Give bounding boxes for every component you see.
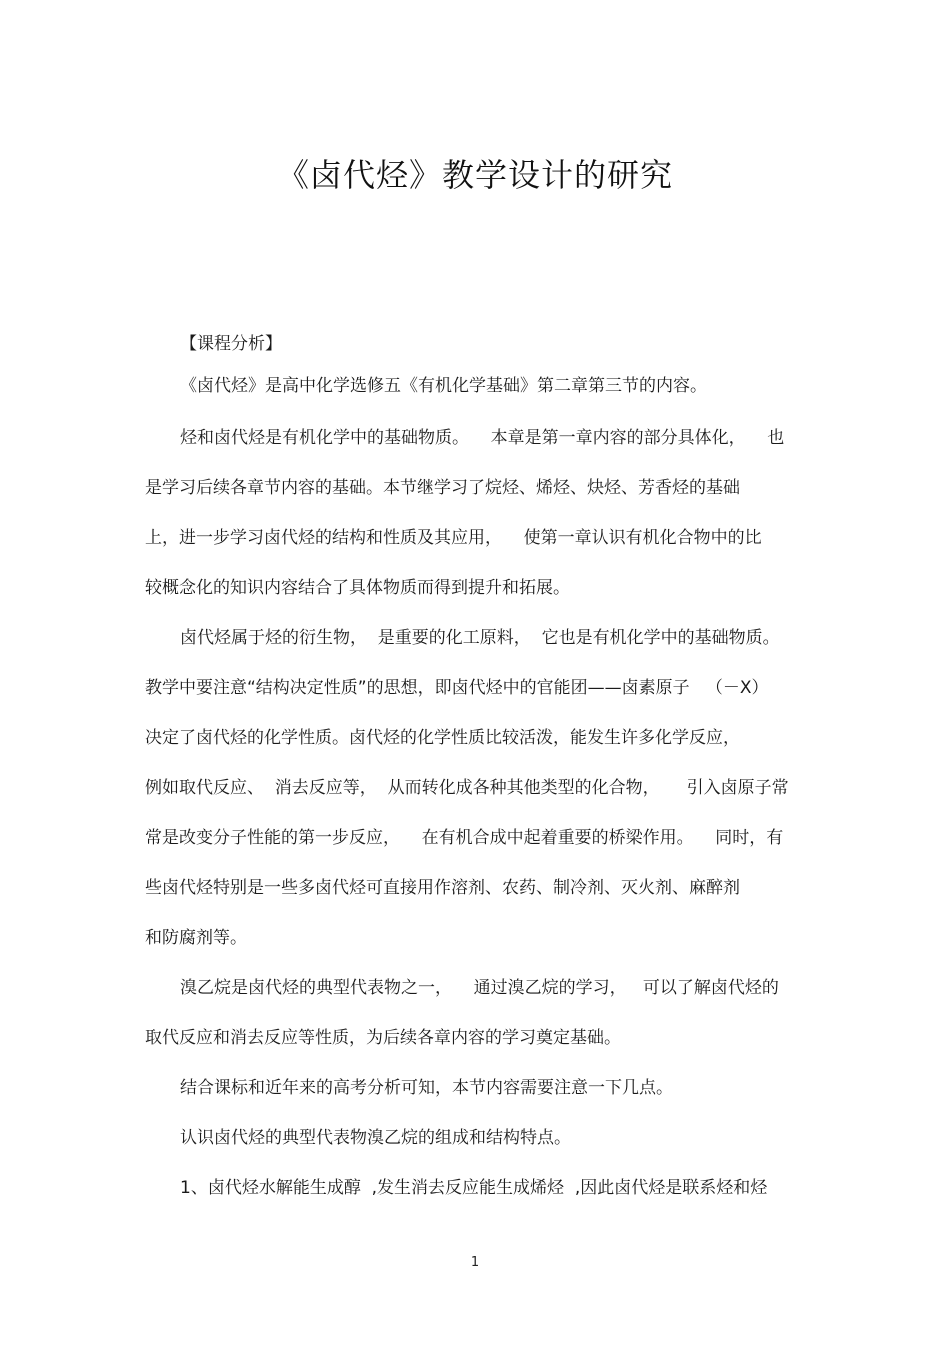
paragraph-line: 卤代烃属于烃的衍生物， 是重要的化工原料， 它也是有机化学中的基础物质。 xyxy=(180,628,780,648)
paragraph-line: 是学习后续各章节内容的基础。本节继学习了烷烃、烯烃、炔烃、芳香烃的基础 xyxy=(145,478,740,498)
paragraph-line: 常是改变分子性能的第一步反应， 在有机合成中起着重要的桥梁作用。 同时，有 xyxy=(145,828,784,848)
paragraph-line: 认识卤代烃的典型代表物溴乙烷的组成和结构特点。 xyxy=(180,1128,571,1148)
paragraph-line: 《卤代烃》是高中化学选修五《有机化学基础》第二章第三节的内容。 xyxy=(180,376,707,396)
paragraph-line: 上，进一步学习卤代烃的结构和性质及其应用， 使第一章认识有机化合物中的比 xyxy=(145,528,762,548)
paragraph-line: 些卤代烃特别是一些多卤代烃可直接用作溶剂、农药、制冷剂、灭火剂、麻醉剂 xyxy=(145,878,740,898)
paragraph-line: 结合课标和近年来的高考分析可知，本节内容需要注意一下几点。 xyxy=(180,1078,673,1098)
paragraph-line: 烃和卤代烃是有机化学中的基础物质。 本章是第一章内容的部分具体化， 也 xyxy=(180,428,785,448)
paragraph-line: 教学中要注意“结构决定性质”的思想，即卤代烃中的官能团——卤素原子 （－X） xyxy=(145,678,769,698)
paragraph-line: 和防腐剂等。 xyxy=(145,928,247,948)
paragraph-line: 较概念化的知识内容结合了具体物质而得到提升和拓展。 xyxy=(145,578,570,598)
section-heading: 【课程分析】 xyxy=(180,334,282,354)
paragraph-line: 溴乙烷是卤代烃的典型代表物之一， 通过溴乙烷的学习， 可以了解卤代烃的 xyxy=(180,978,779,998)
document-title: 《卤代烃》教学设计的研究 xyxy=(276,156,673,194)
page-number: 1 xyxy=(470,1255,480,1270)
numbered-point: 1、卤代烃水解能生成醇 ,发生消去反应能生成烯烃 ,因此卤代烃是联系烃和烃 xyxy=(180,1178,768,1198)
paragraph-line: 决定了卤代烃的化学性质。卤代烃的化学性质比较活泼，能发生许多化学反应， xyxy=(145,728,740,748)
paragraph-line: 例如取代反应、 消去反应等， 从而转化成各种其他类型的化合物， 引入卤原子常 xyxy=(145,778,789,798)
paragraph-line: 取代反应和消去反应等性质，为后续各章内容的学习奠定基础。 xyxy=(145,1028,621,1048)
